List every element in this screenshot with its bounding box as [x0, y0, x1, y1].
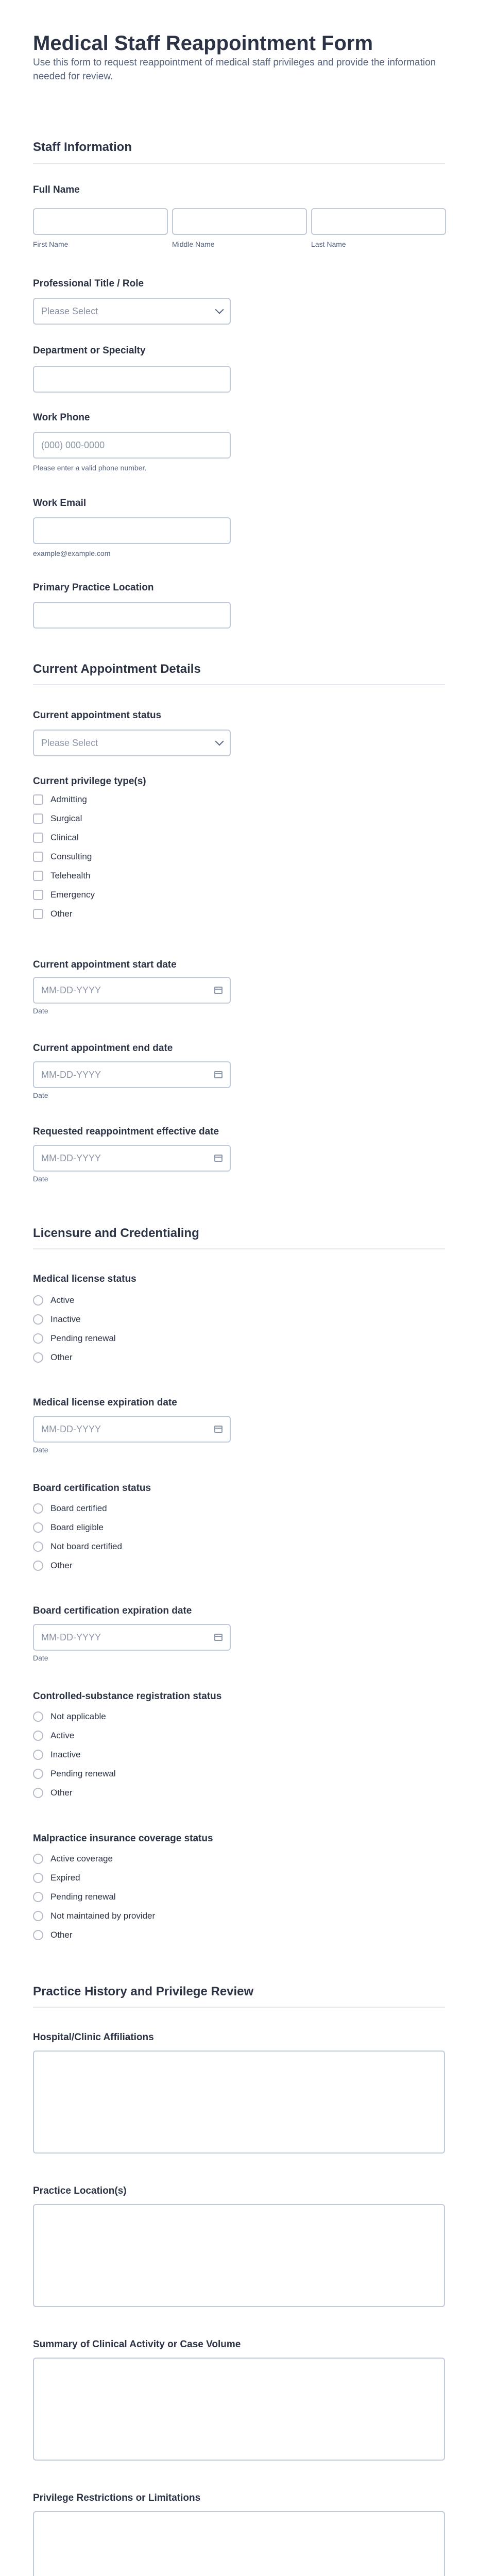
- appointment-end-date-input[interactable]: MM-DD-YYYY: [33, 1061, 231, 1088]
- radio-button[interactable]: [33, 1561, 43, 1571]
- appointment-end-label: Current appointment end date: [33, 1043, 173, 1054]
- license-expiration-hint: Date: [33, 1446, 48, 1454]
- section-heading-practice-history: Practice History and Privilege Review: [33, 1985, 254, 1998]
- radio-button[interactable]: [33, 1711, 43, 1722]
- calendar-icon[interactable]: [214, 1071, 223, 1078]
- primary-location-input[interactable]: [33, 602, 231, 629]
- radio-button[interactable]: [33, 1930, 43, 1940]
- license-option-pending-renewal[interactable]: Pending renewal: [33, 1331, 116, 1346]
- radio-button[interactable]: [33, 1750, 43, 1760]
- privilege-option-emergency[interactable]: Emergency: [33, 888, 95, 902]
- controlled-option-inactive[interactable]: Inactive: [33, 1748, 81, 1762]
- board-expiration-date-input[interactable]: MM-DD-YYYY: [33, 1624, 231, 1651]
- section-divider: [33, 1248, 445, 1249]
- calendar-icon[interactable]: [214, 987, 223, 994]
- license-expiration-date-input[interactable]: MM-DD-YYYY: [33, 1416, 231, 1443]
- radio-button[interactable]: [33, 1314, 43, 1325]
- radio-button[interactable]: [33, 1352, 43, 1363]
- appointment-start-date-input[interactable]: MM-DD-YYYY: [33, 977, 231, 1004]
- work-email-hint: example@example.com: [33, 549, 111, 557]
- calendar-icon[interactable]: [214, 1426, 223, 1433]
- chevron-down-icon: [215, 737, 224, 746]
- clinical-summary-label: Summary of Clinical Activity or Case Volume: [33, 2339, 241, 2350]
- license-option-active[interactable]: Active: [33, 1293, 74, 1308]
- controlled-option-pending-renewal[interactable]: Pending renewal: [33, 1767, 116, 1781]
- chevron-down-icon: [215, 306, 224, 314]
- privilege-option-clinical[interactable]: Clinical: [33, 831, 79, 845]
- radio-button[interactable]: [33, 1541, 43, 1552]
- checkbox[interactable]: [33, 794, 43, 805]
- section-divider: [33, 684, 445, 685]
- reappointment-effective-label: Requested reappointment effective date: [33, 1126, 219, 1137]
- coverage-option-active[interactable]: Active coverage: [33, 1852, 113, 1866]
- last-name-sublabel: Last Name: [311, 240, 346, 248]
- radio-button[interactable]: [33, 1731, 43, 1741]
- privilege-option-admitting[interactable]: Admitting: [33, 792, 87, 807]
- section-divider: [33, 163, 445, 164]
- privilege-option-telehealth[interactable]: Telehealth: [33, 869, 91, 883]
- calendar-icon[interactable]: [214, 1634, 223, 1641]
- privilege-types-label: Current privilege type(s): [33, 776, 146, 787]
- coverage-option-pending-renewal[interactable]: Pending renewal: [33, 1890, 116, 1904]
- work-email-input[interactable]: [33, 517, 231, 544]
- reappointment-effective-date-input[interactable]: MM-DD-YYYY: [33, 1145, 231, 1172]
- first-name-input[interactable]: [33, 208, 168, 235]
- first-name-sublabel: First Name: [33, 240, 69, 248]
- controlled-option-other[interactable]: Other: [33, 1786, 73, 1800]
- section-heading-licensure: Licensure and Credentialing: [33, 1226, 199, 1240]
- work-phone-hint: Please enter a valid phone number.: [33, 464, 147, 472]
- work-phone-label: Work Phone: [33, 412, 90, 423]
- checkbox[interactable]: [33, 871, 43, 881]
- radio-button[interactable]: [33, 1911, 43, 1921]
- professional-title-select[interactable]: [33, 298, 231, 325]
- section-heading-staff-information: Staff Information: [33, 140, 132, 154]
- radio-button[interactable]: [33, 1295, 43, 1306]
- radio-button[interactable]: [33, 1854, 43, 1864]
- department-label: Department or Specialty: [33, 345, 146, 356]
- reappointment-effective-hint: Date: [33, 1175, 48, 1183]
- professional-title-select-value: Please Select: [41, 306, 98, 316]
- section-heading-current-appointment: Current Appointment Details: [33, 662, 201, 676]
- board-option-other[interactable]: Other: [33, 1558, 73, 1573]
- controlled-substance-label: Controlled-substance registration status: [33, 1691, 222, 1702]
- checkbox[interactable]: [33, 890, 43, 900]
- coverage-option-other[interactable]: Other: [33, 1928, 73, 1942]
- board-option-certified[interactable]: Board certified: [33, 1501, 107, 1516]
- work-phone-input[interactable]: [33, 432, 231, 459]
- license-option-inactive[interactable]: Inactive: [33, 1312, 81, 1327]
- calendar-icon[interactable]: [214, 1155, 223, 1162]
- board-expiration-hint: Date: [33, 1654, 48, 1662]
- full-name-label: Full Name: [33, 184, 80, 195]
- last-name-input[interactable]: [311, 208, 446, 235]
- coverage-option-expired[interactable]: Expired: [33, 1871, 80, 1885]
- clinical-summary-textarea[interactable]: [33, 2358, 445, 2461]
- primary-location-label: Primary Practice Location: [33, 582, 154, 593]
- privilege-option-other[interactable]: Other: [33, 907, 73, 921]
- section-divider: [33, 2007, 445, 2008]
- appointment-status-select-value: Please Select: [41, 737, 98, 748]
- checkbox[interactable]: [33, 814, 43, 824]
- radio-button[interactable]: [33, 1333, 43, 1344]
- coverage-option-not-maintained[interactable]: Not maintained by provider: [33, 1909, 155, 1923]
- malpractice-coverage-label: Malpractice insurance coverage status: [33, 1833, 213, 1844]
- affiliations-label: Hospital/Clinic Affiliations: [33, 2032, 154, 2043]
- radio-button[interactable]: [33, 1873, 43, 1883]
- practice-locations-label: Practice Location(s): [33, 2185, 127, 2196]
- radio-button[interactable]: [33, 1788, 43, 1798]
- board-option-eligible[interactable]: Board eligible: [33, 1520, 104, 1535]
- license-status-label: Medical license status: [33, 1274, 136, 1284]
- privilege-option-consulting[interactable]: Consulting: [33, 850, 92, 864]
- checkbox[interactable]: [33, 833, 43, 843]
- board-option-not-certified[interactable]: Not board certified: [33, 1539, 122, 1554]
- radio-button[interactable]: [33, 1892, 43, 1902]
- appointment-start-hint: Date: [33, 1007, 48, 1015]
- professional-title-label: Professional Title / Role: [33, 278, 144, 289]
- affiliations-textarea[interactable]: [33, 2050, 445, 2154]
- license-option-other[interactable]: Other: [33, 1350, 73, 1365]
- appointment-status-select[interactable]: [33, 730, 231, 756]
- radio-button[interactable]: [33, 1522, 43, 1533]
- appointment-status-label: Current appointment status: [33, 710, 162, 721]
- middle-name-sublabel: Middle Name: [172, 240, 215, 248]
- form-title: Medical Staff Reappointment Form: [33, 32, 373, 55]
- restrictions-label: Privilege Restrictions or Limitations: [33, 2493, 201, 2503]
- controlled-option-active[interactable]: Active: [33, 1728, 74, 1743]
- privilege-option-surgical[interactable]: Surgical: [33, 811, 82, 826]
- appointment-end-hint: Date: [33, 1091, 48, 1099]
- practice-locations-textarea[interactable]: [33, 2204, 445, 2307]
- form-description: Use this form to request reappointment of medical staff privileges and provide the information needed for review.: [33, 57, 436, 82]
- radio-button[interactable]: [33, 1769, 43, 1779]
- radio-button[interactable]: [33, 1503, 43, 1514]
- middle-name-input[interactable]: [172, 208, 307, 235]
- appointment-start-label: Current appointment start date: [33, 959, 177, 970]
- checkbox[interactable]: [33, 909, 43, 919]
- controlled-option-not-applicable[interactable]: Not applicable: [33, 1709, 106, 1724]
- board-status-label: Board certification status: [33, 1483, 151, 1494]
- restrictions-textarea[interactable]: [33, 2511, 445, 2576]
- license-expiration-label: Medical license expiration date: [33, 1397, 177, 1408]
- board-expiration-label: Board certification expiration date: [33, 1605, 192, 1616]
- checkbox[interactable]: [33, 852, 43, 862]
- department-input[interactable]: [33, 366, 231, 393]
- work-email-label: Work Email: [33, 498, 87, 509]
